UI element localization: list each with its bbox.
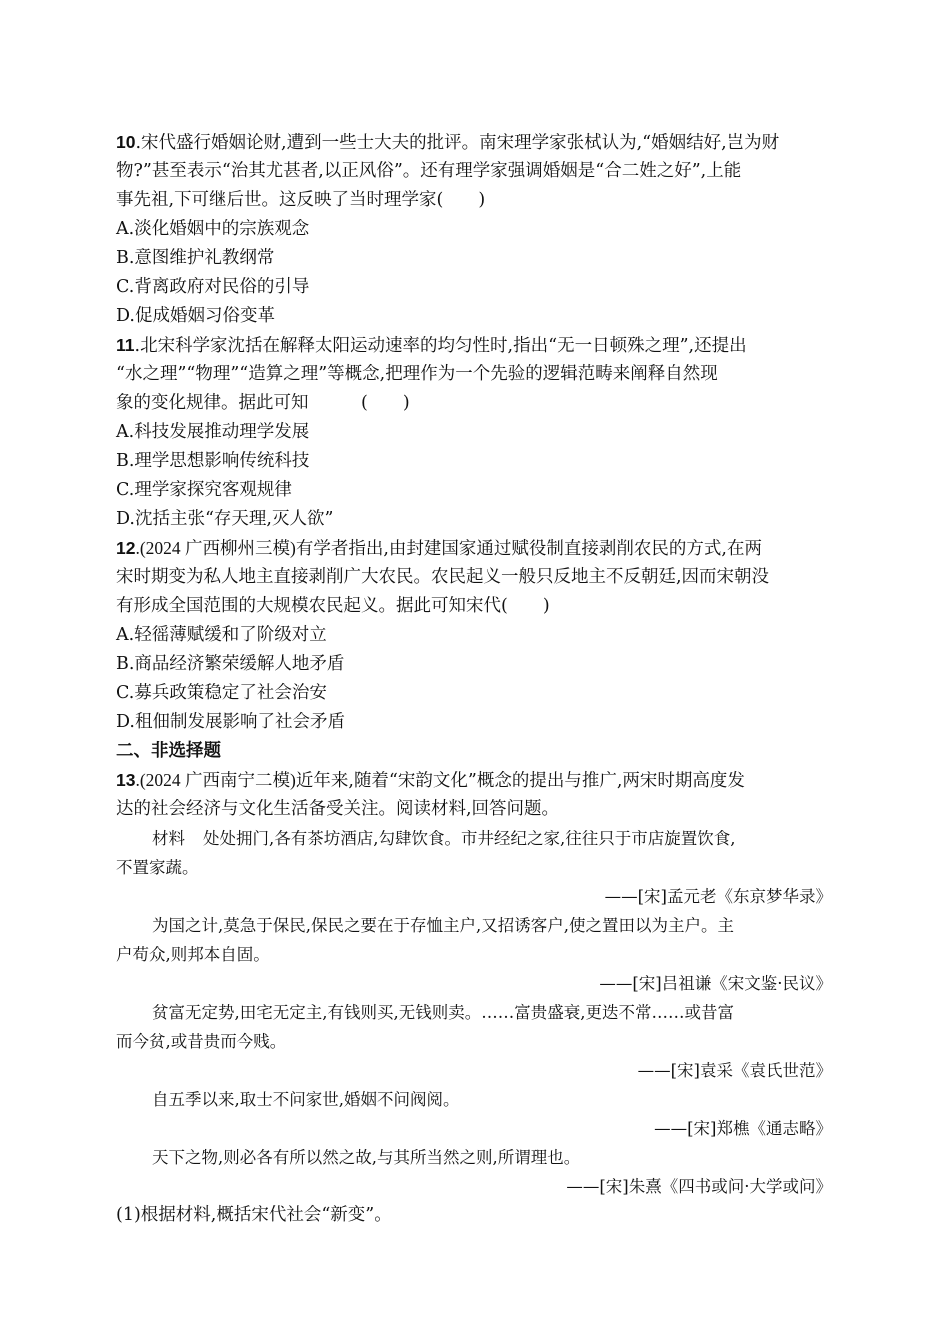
question-stem-line: 13.(2024 广西南宁二模)近年来,随着“宋韵文化”概念的提出与推广,两宋时期高度发 [116, 770, 745, 791]
material-citation: ——[宋]袁采《袁氏世范》 [637, 1061, 832, 1080]
option-a: A.科技发展推动理学发展 [116, 422, 310, 442]
question-stem-line: 12.(2024 广西柳州三模)有学者指出,由封建国家通过赋役制直接剥削农民的方式,在两 [116, 538, 762, 559]
option-c: C.募兵政策稳定了社会治安 [116, 683, 327, 703]
material-line: 为国之计,莫急于保民,保民之要在于存恤主户,又招诱客户,使之置田以为主户。主 [152, 916, 734, 935]
question-number: 11 [116, 335, 135, 355]
question-stem-line: 象的变化规律。据此可知 ( ) [116, 393, 410, 413]
material-line: 不置家蔬。 [116, 858, 199, 877]
question-number: 10 [116, 132, 136, 152]
question-11 [116, 331, 832, 534]
question-12 [116, 534, 832, 737]
material-line: 自五季以来,取士不问家世,婚姻不问阀阅。 [152, 1090, 460, 1109]
material-label: 材料 [152, 829, 185, 848]
question-stem-line: 10.宋代盛行婚姻论财,遭到一些士大夫的批评。南宋理学家张栻认为,“婚姻结好,岂为财 [116, 132, 780, 153]
option-b: B.商品经济繁荣缓解人地矛盾 [116, 654, 345, 674]
option-b: B.意图维护礼教纲常 [116, 248, 275, 268]
option-c: C.背离政府对民俗的引导 [116, 277, 310, 297]
option-a: A.淡化婚姻中的宗族观念 [116, 219, 310, 239]
option-d: D.沈括主张“存天理,灭人欲” [116, 509, 334, 529]
question-stem-line: “水之理”“物理”“造算之理”等概念,把理作为一个先验的逻辑范畴来阐释自然现 [116, 364, 718, 384]
question-number: 12 [116, 538, 136, 558]
question-stem-line: 达的社会经济与文化生活备受关注。阅读材料,回答问题。 [116, 799, 560, 819]
option-c: C.理学家探究客观规律 [116, 480, 292, 500]
question-source: .(2024 广西柳州三模) [135, 538, 296, 558]
section-title: 二、非选择题 [116, 741, 221, 761]
question-stem-line: 11.北宋科学家沈括在解释太阳运动速率的均匀性时,指出“无一日顿殊之理”,还提出 [116, 335, 747, 356]
option-a: A.轻徭薄赋缓和了阶级对立 [116, 625, 327, 645]
material-line: 而今贫,或昔贵而今贱。 [116, 1032, 287, 1051]
material-citation: ——[宋]吕祖谦《宋文鉴·民议》 [599, 974, 832, 993]
question-10 [116, 128, 832, 331]
material-line: 天下之物,则必各有所以然之故,与其所当然之则,所谓理也。 [152, 1148, 581, 1167]
question-13 [116, 766, 832, 1230]
question-stem-line: 宋时期变为私人地主直接剥削广大农民。农民起义一般只反地主不反朝廷,因而宋朝没 [116, 567, 770, 587]
material-citation: ——[宋]郑樵《通志略》 [654, 1119, 832, 1138]
material-citation: ——[宋]朱熹《四书或问·大学或问》 [566, 1177, 832, 1196]
material-line: 贫富无定势,田宅无定主,有钱则买,无钱则卖。……富贵盛衰,更迭不常……或昔富 [152, 1003, 734, 1022]
question-stem-line: 事先祖,下可继后世。这反映了当时理学家( ) [116, 190, 486, 210]
option-b: B.理学思想影响传统科技 [116, 451, 310, 471]
option-d: D.促成婚姻习俗变革 [116, 306, 275, 326]
option-d: D.租佃制发展影响了社会矛盾 [116, 712, 345, 732]
document-page [116, 128, 832, 1230]
question-stem-line: 有形成全国范围的大规模农民起义。据此可知宋代( ) [116, 596, 550, 616]
question-number: 13 [116, 770, 136, 790]
question-stem-line: 物?”甚至表示“治其尤甚者,以正风俗”。还有理学家强调婚姻是“合二姓之好”,上能 [116, 161, 742, 181]
material-line: 户苟众,则邦本自固。 [116, 945, 270, 964]
question-source: .(2024 广西南宁二模) [135, 770, 296, 790]
sub-question-1: (1)根据材料,概括宋代社会“新变”。 [116, 1205, 392, 1225]
material-citation: ——[宋]孟元老《东京梦华录》 [604, 887, 832, 906]
material-line: 材料 处处拥门,各有茶坊酒店,勾肆饮食。市井经纪之家,往往只于市店旋置饮食, [152, 829, 736, 848]
